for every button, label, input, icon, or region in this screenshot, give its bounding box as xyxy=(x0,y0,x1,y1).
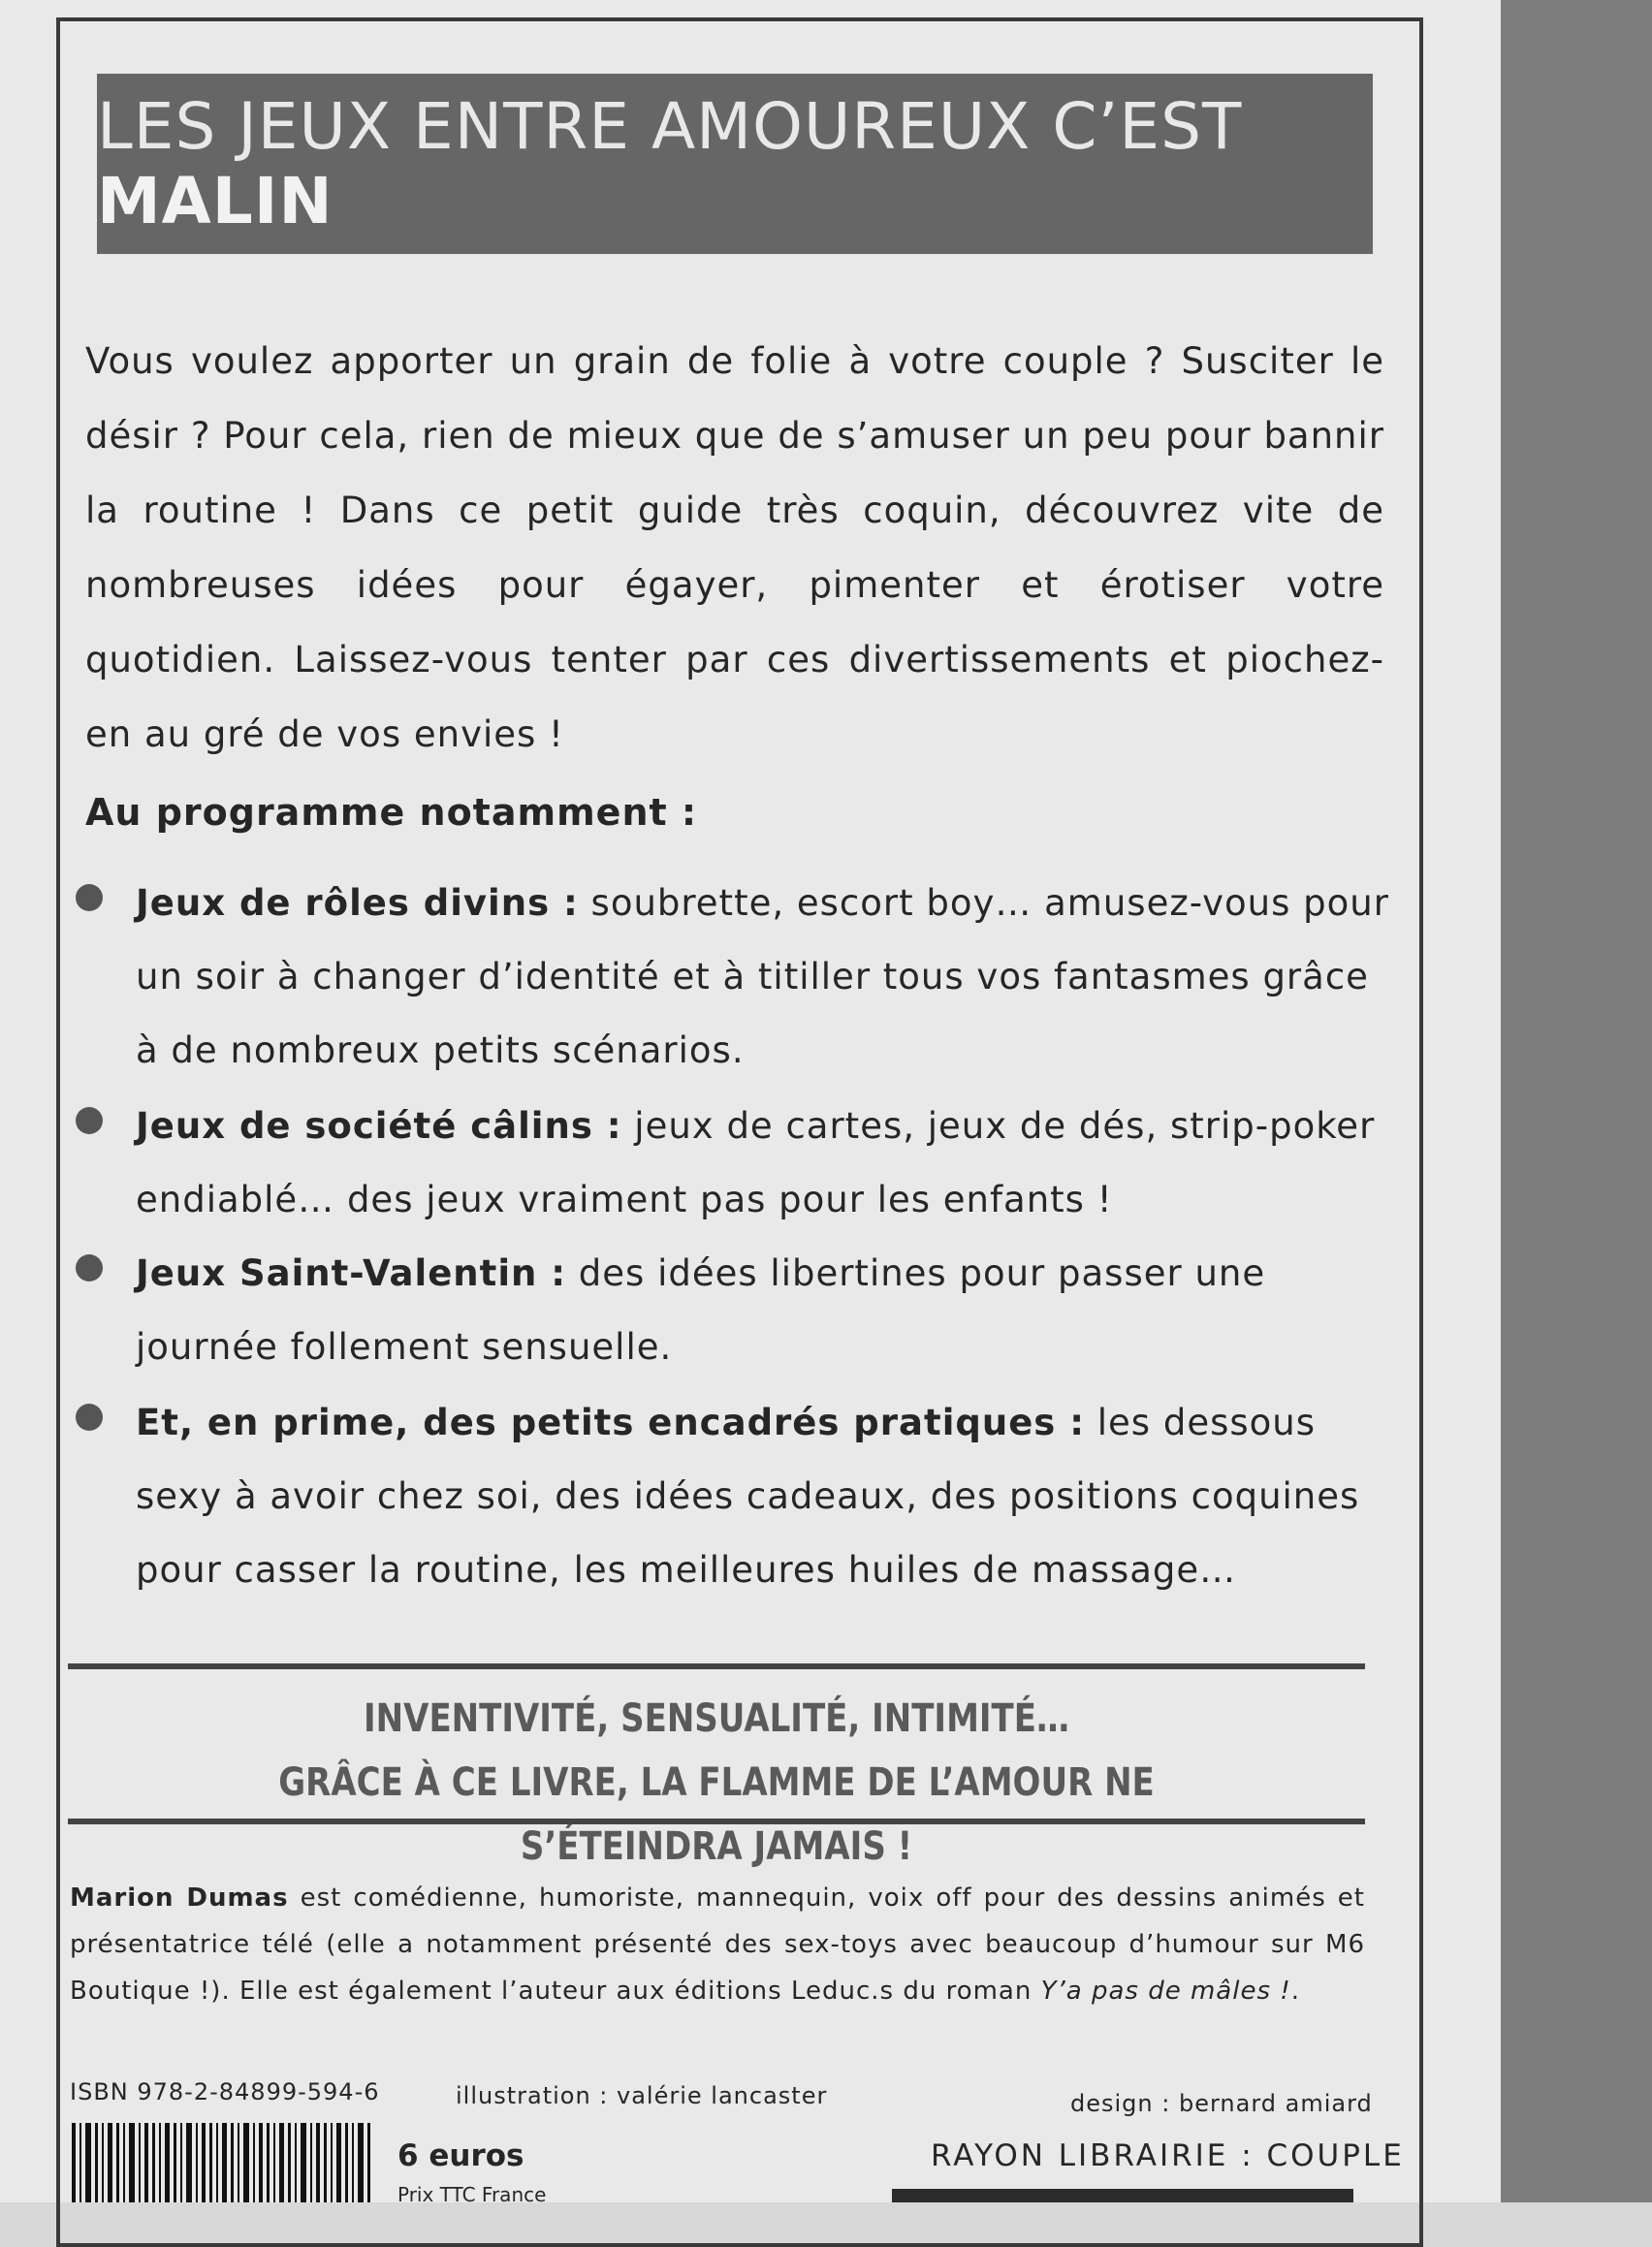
barcode xyxy=(72,2123,372,2202)
isbn: ISBN 978-2-84899-594-6 xyxy=(70,2078,380,2105)
list-item: Et, en prime, des petits encadrés pratiques : les dessous sexy à avoir chez soi, des idées cadeaux, des positions coquines pour casser la routine, les meilleures huiles de massage… xyxy=(76,1386,1399,1607)
background-surface xyxy=(1498,0,1652,2202)
publisher-logo xyxy=(892,2189,1353,2202)
list-item: Jeux de société câlins : jeux de cartes, jeux de dés, strip-poker endiablé… des jeux vraiment pas pour les enfants ! xyxy=(76,1090,1399,1237)
bullet-icon xyxy=(76,1107,103,1134)
program-heading: Au programme notamment : xyxy=(85,791,698,834)
cover-title: LES JEUX ENTRE AMOUREUX C’EST MALIN xyxy=(97,89,1243,238)
price: 6 euros xyxy=(397,2138,524,2173)
intro-paragraph: Vous voulez apporter un grain de folie à votre couple ? Susciter le désir ? Pour cela, rien de mieux que de s’amuser un peu pour bannir la routine ! Dans ce petit guide très coquin, découvrez vite de nombreuses idées pour égayer, pimenter et érotiser votre quotidien. Laissez-vous tenter par ces divertissements et piochez-en au gré de vos envies ! xyxy=(85,340,1384,755)
design-credit: design : bernard amiard xyxy=(1070,2090,1373,2117)
title-band xyxy=(97,74,1373,254)
shelf-category: RAYON LIBRAIRIE : COUPLE xyxy=(931,2138,1405,2173)
divider xyxy=(68,1819,1365,1824)
bullet-icon xyxy=(76,1254,103,1282)
bullet-icon xyxy=(76,884,103,911)
author-bio: Marion Dumas est comédienne, humoriste, mannequin, voix off pour des dessins animés et présentatrice télé (elle a notamment présenté des sex-toys avec beaucoup d’humour sur M6 Boutique !). Elle est également l’auteur aux éditions Leduc.s du roman Y’a pas de mâles !. xyxy=(70,1883,1365,2006)
bullet-icon xyxy=(76,1404,103,1431)
divider xyxy=(68,1663,1365,1669)
list-item: Jeux Saint-Valentin : des idées libertines pour passer une journée follement sensuelle. xyxy=(76,1237,1399,1384)
price-note: Prix TTC France xyxy=(397,2183,547,2206)
tagline: INVENTIVITÉ, SENSUALITÉ, INTIMITÉ… GRÂCE À CE LIVRE, LA FLAMME DE L’AMOUR NE S’ÉTEINDRA JAMAIS ! xyxy=(278,1696,1155,1869)
list-item: Jeux de rôles divins : soubrette, escort boy… amusez-vous pour un soir à changer d’identité et à titiller tous vos fantasmes grâce à de nombreux petits scénarios. xyxy=(76,867,1399,1088)
illustration-credit: illustration : valérie lancaster xyxy=(456,2082,828,2109)
